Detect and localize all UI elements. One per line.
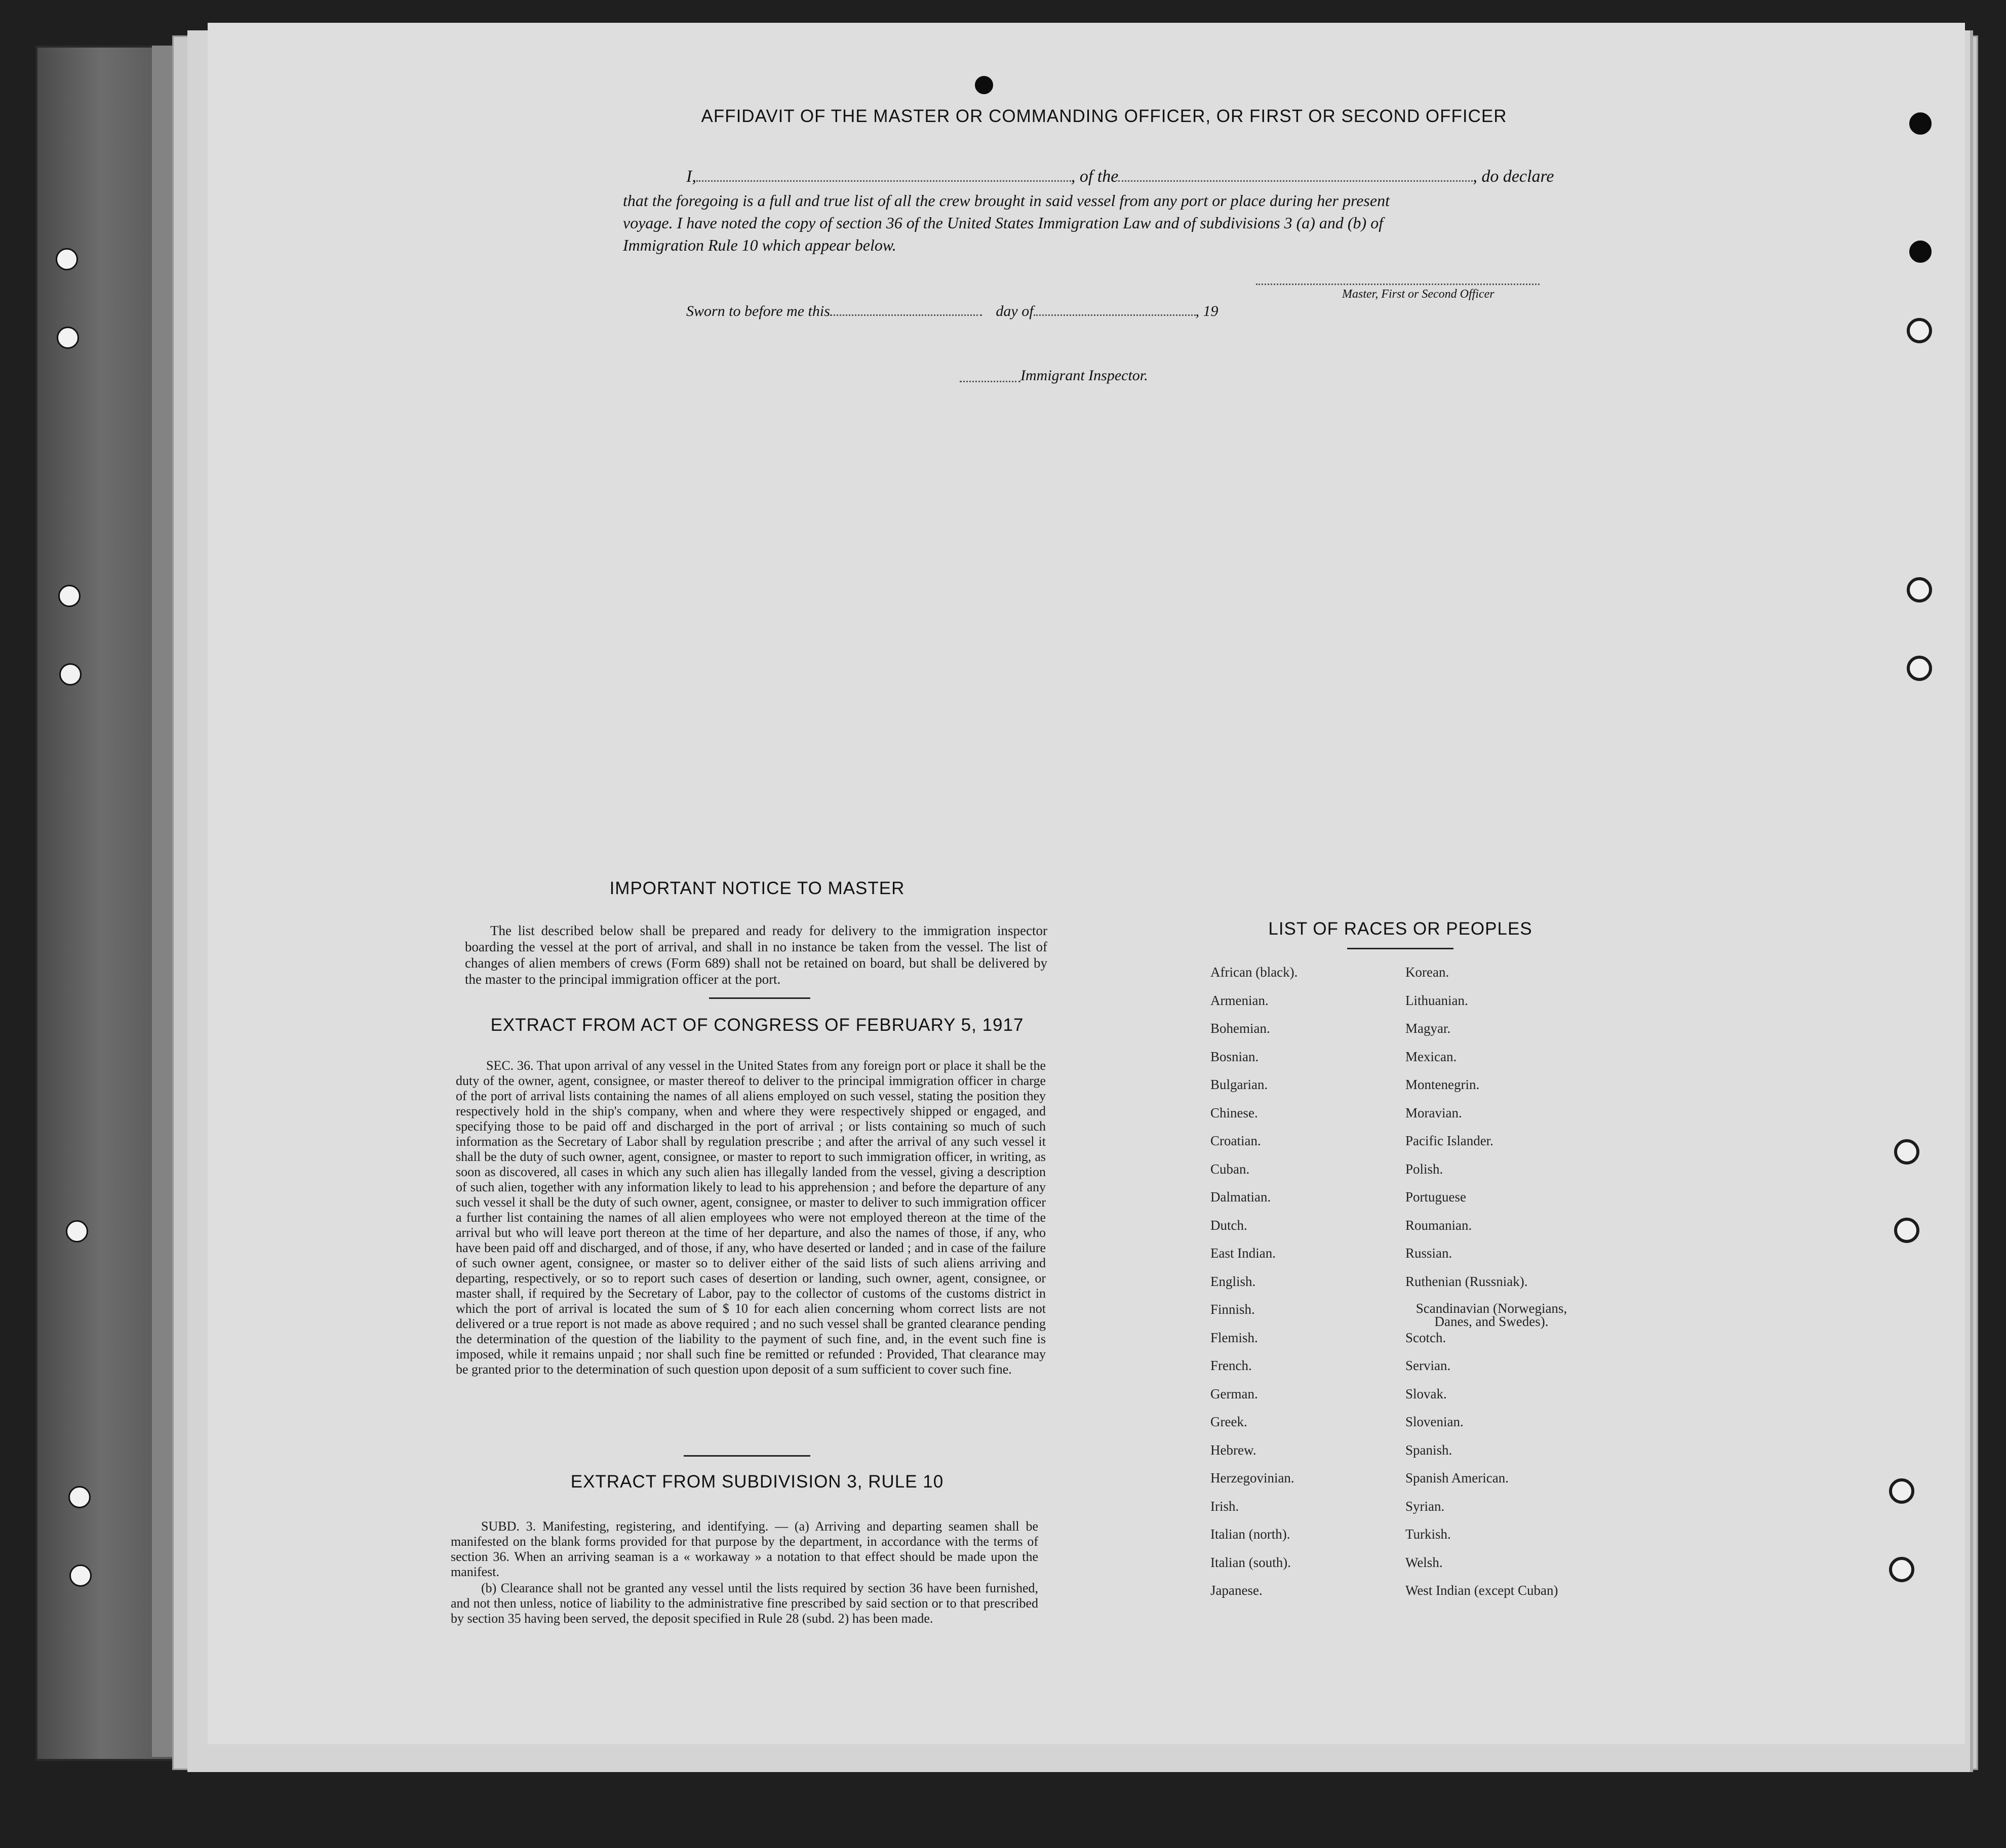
punch-hole-icon <box>1907 577 1932 602</box>
list-item: Bulgarian. <box>1210 1077 1268 1092</box>
list-item: Chinese. <box>1210 1105 1258 1120</box>
list-item: Herzegovinian. <box>1210 1470 1294 1485</box>
list-item: Slovak. <box>1405 1386 1447 1401</box>
act-text: SEC. 36. That upon arrival of any vessel in the United States from any foreign port or place it shall be the duty of the owner, agent, consignee, or master thereof to deliver to the principal immigration officer in charge of the port of arrival lists containing the names of all aliens employed on such vessel, stating the position they respectively hold in the ship's company, when and where they were respectively shipped or engaged, and specifying those to be paid off and discharged in the port of arrival ; or lists containing so much of such information as the Secretary of Labor shall by regulation prescribe ; and after the arrival of any such vessel it shall be the duty of such owner, agent, consignee, or master to report to such immigration officer, in writing, as soon as discovered, all cases in which any such alien has illegally landed from the vessel, giving a description of such alien, together with any information likely to lead to his apprehension ; and before the departure of any such vessel it shall be the duty of such owner, agent, consignee, or master to deliver to such immigration officer a further list containing the names of all alien employees who were not employed thereon at the time of the arrival but who will leave port thereon at the time of her departure, and also the names of those, if any, who have been paid off and discharged, and of those, if any, who have deserted or landed ; and in case of the failure of such owner agent, consignee, or master so to deliver either of the said lists of such aliens arriving and departing, respectively, or so to report such cases of desertion or landing, such owner, agent, consignee, or master shall, if required by the Secretary of Labor, pay to the collector of customs of the customs district in which the port of arrival is located the sum of $ 10 for each alien concerning whom correct lists are not delivered or a true report is not made as above required ; and no such vessel shall be granted clearance pending the determination of the question of the liability to the payment of such fine, and, in the event such fine is imposed, while it remains unpaid ; nor shall such fine be remitted or refunded : Provided, That clearance may be granted prior to the determination of such question upon deposit of a sum sufficient to cover such fine. <box>456 1058 1046 1377</box>
notice-title: IMPORTANT NOTICE TO MASTER <box>609 878 905 898</box>
divider <box>1347 948 1453 949</box>
list-item: East Indian. <box>1210 1246 1276 1261</box>
punch-hole-icon <box>56 248 78 270</box>
affidavit-line-2: that the foregoing is a full and true list of all the crew brought in said vessel from any port or place during her present <box>623 191 1390 210</box>
list-item: Japanese. <box>1210 1583 1263 1598</box>
list-item: African (black). <box>1210 965 1298 980</box>
punch-hole-icon <box>975 76 993 94</box>
list-item: Cuban. <box>1210 1161 1250 1177</box>
vessel-blank <box>1118 180 1473 182</box>
list-item: Italian (north). <box>1210 1526 1290 1542</box>
act-title: EXTRACT FROM ACT OF CONGRESS OF FEBRUARY 5, 1917 <box>490 1015 1024 1035</box>
list-item: Welsh. <box>1405 1554 1443 1570</box>
signature-line <box>1256 284 1540 285</box>
inspector-label: Immigrant Inspector. <box>1020 367 1148 384</box>
punch-hole-icon <box>1894 1218 1919 1243</box>
notice-text: The list described below shall be prepared and ready for delivery to the immigration inspector boarding the vessel at the port of arrival, and shall in no instance be taken from the vessel. The list of changes of alien members of crews (Form 689) shall not be retained on board, but shall be delivered by the master to the principal immigration officer at the port. <box>465 923 1047 987</box>
list-item: Scandinavian (Norwegians, Danes, and Swedes). <box>1415 1301 1567 1329</box>
list-item: Lithuanian. <box>1405 992 1468 1008</box>
day-of-label: day of <box>996 303 1034 319</box>
year-label: , 19 <box>1195 303 1218 319</box>
punch-hole-icon <box>59 663 82 686</box>
list-item: Pacific Islander. <box>1405 1133 1493 1148</box>
list-item: Turkish. <box>1405 1526 1451 1542</box>
punch-hole-icon <box>1907 656 1932 681</box>
punch-hole-icon <box>66 1220 88 1242</box>
list-item: Croatian. <box>1210 1133 1261 1148</box>
punch-hole-icon <box>1909 240 1932 263</box>
punch-hole-icon <box>1909 112 1932 135</box>
races-right-list <box>1405 965 1578 1611</box>
list-item: Hebrew. <box>1210 1442 1256 1458</box>
affidavit-line-3: voyage. I have noted the copy of section 36 of the United States Immigration Law and of subdivisions 3 (a) and (b) of <box>623 214 1384 232</box>
punch-hole-icon <box>58 585 81 607</box>
punch-hole-icon <box>1894 1139 1919 1164</box>
month-blank <box>1034 314 1196 316</box>
list-item: Armenian. <box>1210 992 1269 1008</box>
affidavit-line-1 <box>686 167 1554 186</box>
punch-hole-icon <box>1889 1557 1914 1582</box>
sworn-line <box>686 303 1218 320</box>
inspector-line <box>960 381 1020 382</box>
list-item: Servian. <box>1405 1358 1451 1373</box>
punch-hole-icon <box>69 1564 92 1587</box>
list-item: West Indian (except Cuban) <box>1405 1583 1558 1598</box>
punch-hole-icon <box>68 1486 91 1508</box>
name-blank <box>696 180 1071 182</box>
list-item: Dalmatian. <box>1210 1189 1271 1204</box>
rule-title: EXTRACT FROM SUBDIVISION 3, RULE 10 <box>570 1472 944 1492</box>
rule-text-b: (b) Clearance shall not be granted any vessel until the lists required by section 36 have been furnished, and not then unless, notice of liability to the administrative fine prescribed by said section or to that prescribed by section 35 having been served, the deposit specified in Rule 28 (subd. 2) has been made. <box>451 1581 1038 1626</box>
affidavit-i: I, <box>686 167 696 186</box>
divider <box>709 997 810 999</box>
list-item: Portuguese <box>1405 1189 1466 1204</box>
punch-hole-icon <box>57 327 79 349</box>
list-item: Spanish American. <box>1405 1470 1509 1485</box>
affidavit-declare: , do declare <box>1473 167 1554 186</box>
list-item: Scotch. <box>1405 1330 1446 1345</box>
day-blank <box>830 314 982 316</box>
list-item: Montenegrin. <box>1405 1077 1480 1092</box>
list-item: German. <box>1210 1386 1258 1401</box>
list-item: Magyar. <box>1405 1021 1451 1036</box>
races-title: LIST OF RACES OR PEOPLES <box>1268 919 1532 939</box>
list-item: Greek. <box>1210 1414 1247 1429</box>
list-item: Irish. <box>1210 1498 1239 1514</box>
affidavit-of-the: , of the <box>1071 167 1119 186</box>
sworn-label: Sworn to before me this <box>686 303 830 319</box>
list-item: Dutch. <box>1210 1217 1247 1233</box>
list-item: Polish. <box>1405 1161 1443 1177</box>
divider <box>684 1455 810 1457</box>
punch-hole-icon <box>1889 1478 1914 1504</box>
list-item: Syrian. <box>1405 1498 1445 1514</box>
list-item: Korean. <box>1405 965 1449 980</box>
list-item: Roumanian. <box>1405 1217 1472 1233</box>
list-item: English. <box>1210 1273 1256 1289</box>
list-item: Spanish. <box>1405 1442 1452 1458</box>
list-item: Moravian. <box>1405 1105 1462 1120</box>
list-item: Bosnian. <box>1210 1049 1259 1064</box>
affidavit-title: AFFIDAVIT OF THE MASTER OR COMMANDING OFFICER, OR FIRST OR SECOND OFFICER <box>701 106 1507 126</box>
list-item: Flemish. <box>1210 1330 1258 1345</box>
list-item: Finnish. <box>1210 1302 1255 1317</box>
punch-hole-icon <box>1907 318 1932 343</box>
list-item: Italian (south). <box>1210 1554 1291 1570</box>
races-left-list <box>1210 965 1297 1611</box>
signature-label: Master, First or Second Officer <box>1342 288 1494 301</box>
list-item: Bohemian. <box>1210 1021 1270 1036</box>
list-item: Russian. <box>1405 1246 1452 1261</box>
list-item: Mexican. <box>1405 1049 1457 1064</box>
affidavit-line-4: Immigration Rule 10 which appear below. <box>623 236 896 254</box>
list-item: French. <box>1210 1358 1252 1373</box>
rule-text-a: SUBD. 3. Manifesting, registering, and identifying. — (a) Arriving and departing seamen shall be manifested on the blank forms provided for that purpose by the department, in accordance with the terms of section 36. When an arriving seaman is a « workaway » a notation to that effect should be made upon the manifest. <box>451 1519 1038 1579</box>
list-item: Ruthenian (Russniak). <box>1405 1273 1528 1289</box>
list-item: Slovenian. <box>1405 1414 1464 1429</box>
